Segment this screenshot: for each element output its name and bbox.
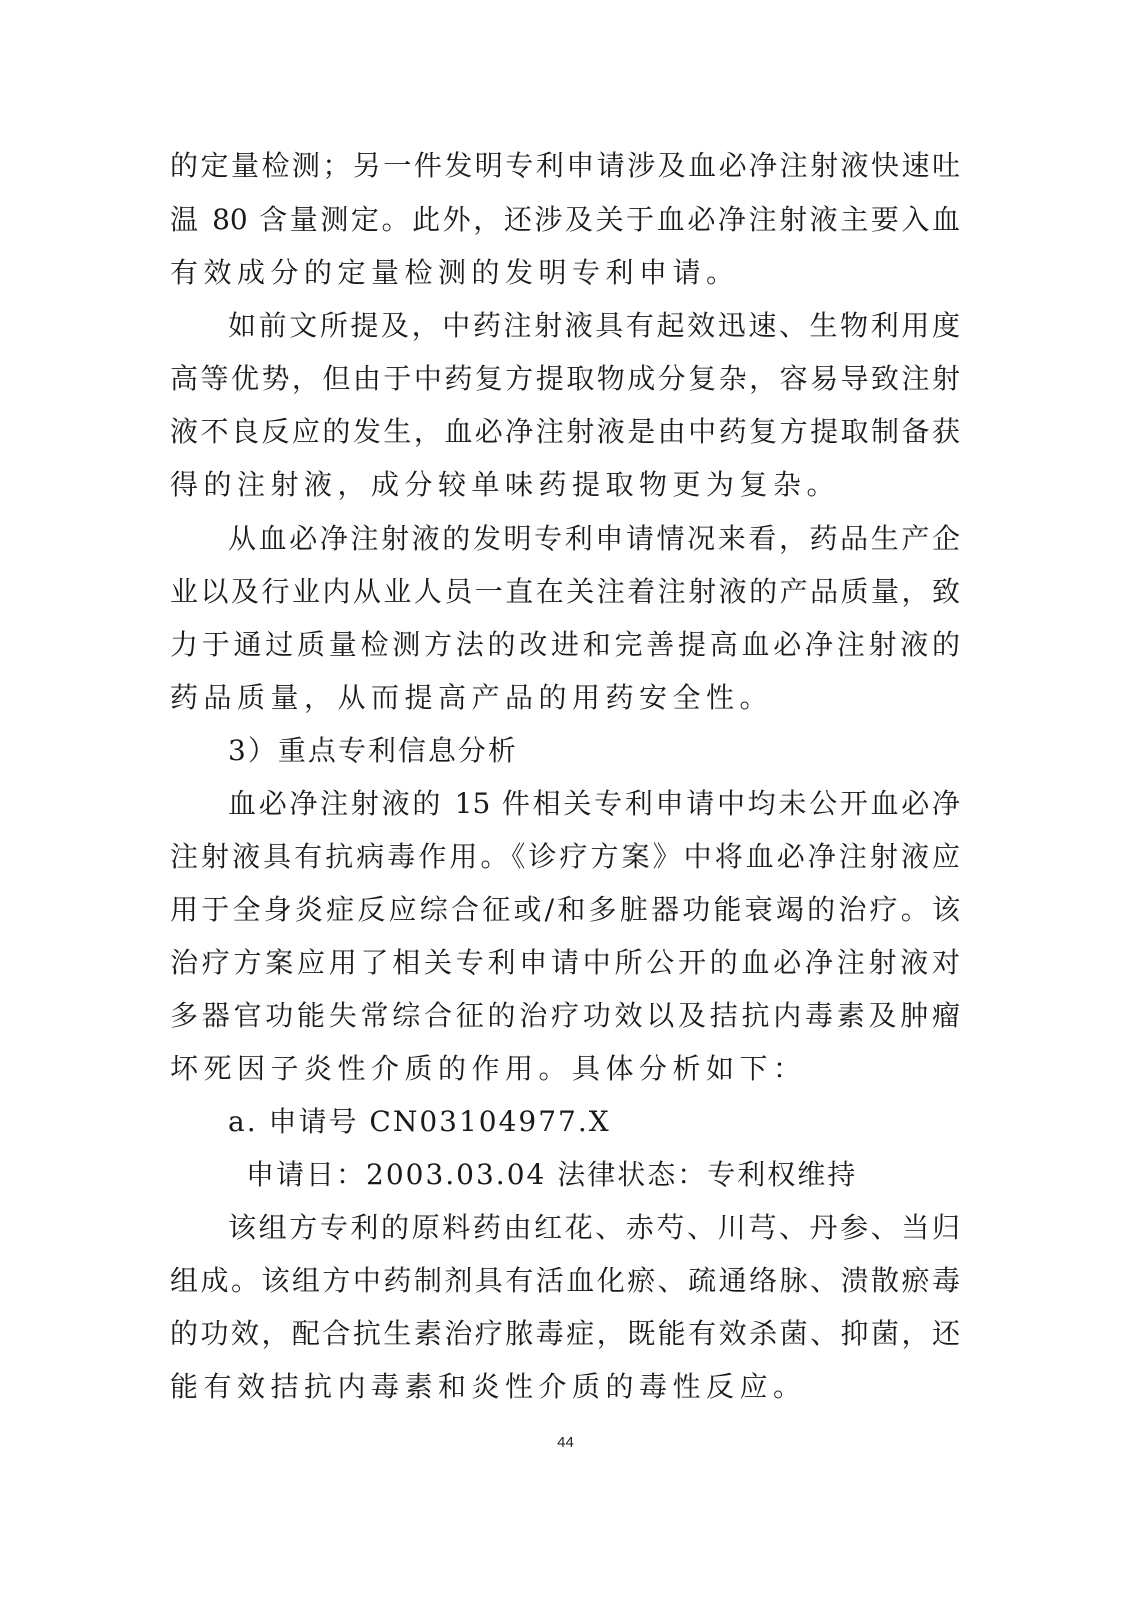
paragraph-line: 的定量检测；另一件发明专利申请涉及血必净注射液快速吐	[170, 149, 960, 182]
paragraph-line: 业以及行业内从业人员一直在关注着注射液的产品质量，致	[170, 575, 960, 608]
paragraph-line: 得的注射液，成分较单味药提取物更为复杂。	[170, 468, 841, 501]
paragraph-line: 液不良反应的发生，血必净注射液是由中药复方提取制备获	[170, 415, 960, 448]
paragraph-line: 组成。该组方中药制剂具有活血化瘀、疏通络脉、溃散瘀毒	[170, 1264, 960, 1297]
paragraph-line: 力于通过质量检测方法的改进和完善提高血必净注射液的	[170, 628, 960, 661]
paragraph-line: 温 80 含量测定。此外，还涉及关于血必净注射液主要入血	[170, 203, 960, 236]
paragraph-line: 从血必净注射液的发明专利申请情况来看，药品生产企	[228, 522, 960, 555]
paragraph-line: 药品质量，从而提高产品的用药安全性。	[170, 681, 774, 714]
paragraph-line: 高等优势，但由于中药复方提取物成分复杂，容易导致注射	[170, 362, 960, 395]
paragraph-line: 能有效拮抗内毒素和炎性介质的毒性反应。	[170, 1370, 807, 1403]
paragraph-line: 血必净注射液的 15 件相关专利申请中均未公开血必净	[228, 787, 960, 820]
paragraph-line: 如前文所提及，中药注射液具有起效迅速、生物利用度	[228, 309, 960, 342]
patent-application-number: a. 申请号 CN03104977.X	[228, 1105, 611, 1138]
paragraph-line: 治疗方案应用了相关专利申请中所公开的血必净注射液对	[170, 946, 960, 979]
paragraph-line: 该组方专利的原料药由红花、赤芍、川芎、丹参、当归	[228, 1211, 960, 1244]
paragraph-line: 注射液具有抗病毒作用。《诊疗方案》中将血必净注射液应	[170, 840, 960, 873]
section-heading: 3）重点专利信息分析	[228, 734, 518, 767]
patent-meta: 申请日：2003.03.04 法律状态：专利权维持	[246, 1158, 858, 1191]
paragraph-line: 用于全身炎症反应综合征或/和多脏器功能衰竭的治疗。该	[170, 893, 960, 926]
paragraph-line: 坏死因子炎性介质的作用。具体分析如下：	[170, 1052, 807, 1085]
page-number: 44	[557, 1434, 574, 1451]
paragraph-line: 的功效，配合抗生素治疗脓毒症，既能有效杀菌、抑菌，还	[170, 1317, 960, 1350]
paragraph-line: 有效成分的定量检测的发明专利申请。	[170, 256, 740, 289]
paragraph-line: 多器官功能失常综合征的治疗功效以及拮抗内毒素及肿瘤	[170, 999, 960, 1032]
